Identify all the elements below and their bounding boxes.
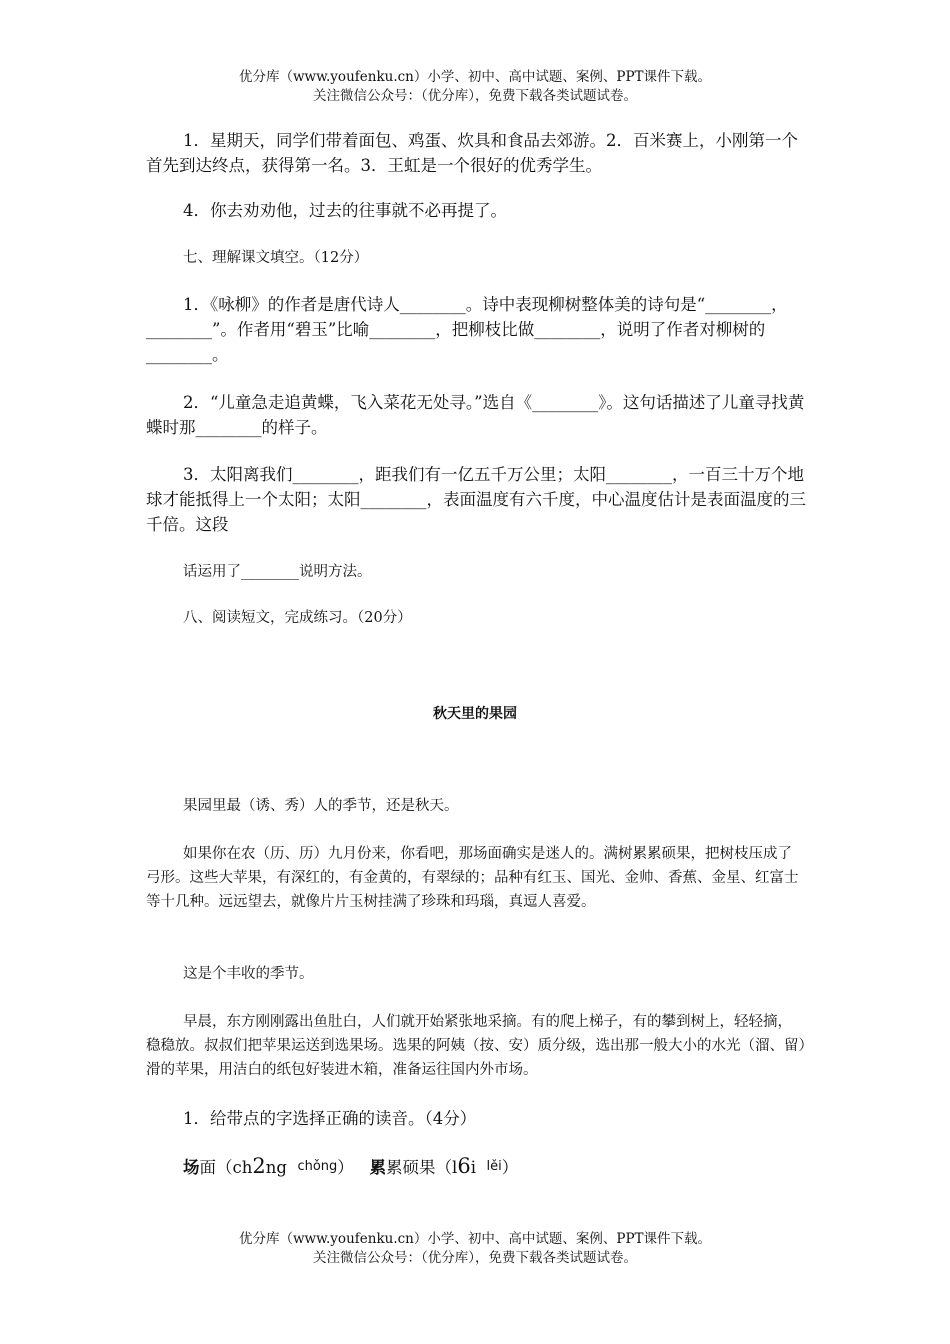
section6-block [146,128,806,178]
pinyin-word1-rest: 面（ch [199,1158,253,1177]
section8-heading-block [146,606,806,630]
article-p4: 早晨，东方刚刚露出鱼肚白，人们就开始紧张地采摘。有的爬上梯子，有的攀到树上，轻轻摘，稳稳放。叔叔们把苹果运送到选果场。选果的阿姨（按、安）质分级，选出那一般大小的水光（溜、留）滑的苹果，用洁白的纸包好装进木箱，准备运往国内外市场。 [146,1014,806,1078]
pinyin-word2-alt: lěi [486,1159,502,1174]
footer-line-2: 关注微信公众号：（优分库），免费下载各类试题试卷。 [313,1250,637,1266]
section6-para-1: 1．星期天，同学们带着面包、鸡蛋、炊具和食品去郊游。2．百米赛上，小刚第一个首先到达终点，获得第一名。3．王虹是一个很好的优秀学生。 [146,131,798,175]
footer-line-1: 优分库（www.youfenku.cn）小学、初中、高中试题、案例、PPT课件下载。 [238,1231,712,1247]
section7-q2: 2．“儿童急走追黄蝶，飞入菜花无处寻。”选自《________》。这句话描述了儿童寻找黄蝶时那________的样子。 [146,393,805,437]
header-line-1: 优分库（www.youfenku.cn）小学、初中、高中试题、案例、PPT课件下载。 [238,69,712,85]
pinyin-word1-tone: 2 [252,1154,266,1178]
section6-para2-block [146,198,806,223]
pinyin-word2-close: ） [501,1158,519,1177]
article-p1-block [146,794,806,818]
section7-q3: 3．太阳离我们________，距我们有一亿五千万公里；太阳________，一百三十万个地球才能抵得上一个太阳；太阳________，表面温度有六千度，中心温度估计是表面温度的三千倍。这段 [146,465,806,534]
page-header [0,68,950,106]
pinyin-word2-after: i [470,1158,476,1177]
pinyin-word1-after: ng [265,1158,287,1177]
section7-q3-cont: 话运用了________说明方法。 [183,564,372,580]
pinyin-word2-dotted: 累 [369,1158,387,1177]
section8-q1: 1．给带点的字选择正确的读音。（4分） [183,1109,477,1128]
pinyin-word2-rest: 累硕果（l [386,1158,458,1177]
section8-heading: 八、阅读短文，完成练习。（20分） [183,610,412,626]
article-title: 秋天里的果园 [433,706,517,722]
section6-para-2: 4．你去劝劝他，过去的往事就不必再提了。 [183,201,507,220]
section7-q1: 1．《咏柳》的作者是唐代诗人________。诗中表现柳树整体美的诗句是“________，________”。作者用“碧玉”比喻________，把柳枝比做________，说明了作者对柳树的________。 [146,295,788,364]
article-p3: 这是个丰收的季节。 [183,966,314,982]
section7-heading-block [146,246,806,270]
article-p3-block [146,962,806,986]
section8-q1-block [146,1106,806,1131]
article-p1: 果园里最（诱、秀）人的季节，还是秋天。 [183,798,459,814]
pinyin-line [146,1154,806,1182]
pinyin-word1-alt: chǒng [297,1159,338,1174]
pinyin-word1-dotted: 场 [183,1158,200,1177]
header-line-2: 关注微信公众号：（优分库），免费下载各类试题试卷。 [313,88,637,104]
section7-q3-block [146,462,806,537]
pinyin-line-block [146,1154,806,1182]
section7-q3-cont-block [146,560,806,584]
pinyin-word2-tone: 6 [457,1154,471,1178]
pinyin-word1-close: ） [337,1158,354,1177]
section7-heading: 七、理解课文填空。（12分） [183,250,369,266]
article-p2: 如果你在农（历、历）九月份来，你看吧，那场面确实是迷人的。满树累累硕果，把树枝压成了弓形。这些大苹果，有深红的，有金黄的，有翠绿的；品种有红玉、国光、金帅、香蕉、金星、红富士等十几种。远远望去，就像片片玉树挂满了珍珠和玛瑙，真逗人喜爱。 [146,846,799,910]
article-p4-block [146,1010,806,1082]
section7-q2-block [146,390,806,440]
article-p2-block [146,842,806,914]
section7-q1-block [146,292,806,367]
page-footer [0,1230,950,1268]
